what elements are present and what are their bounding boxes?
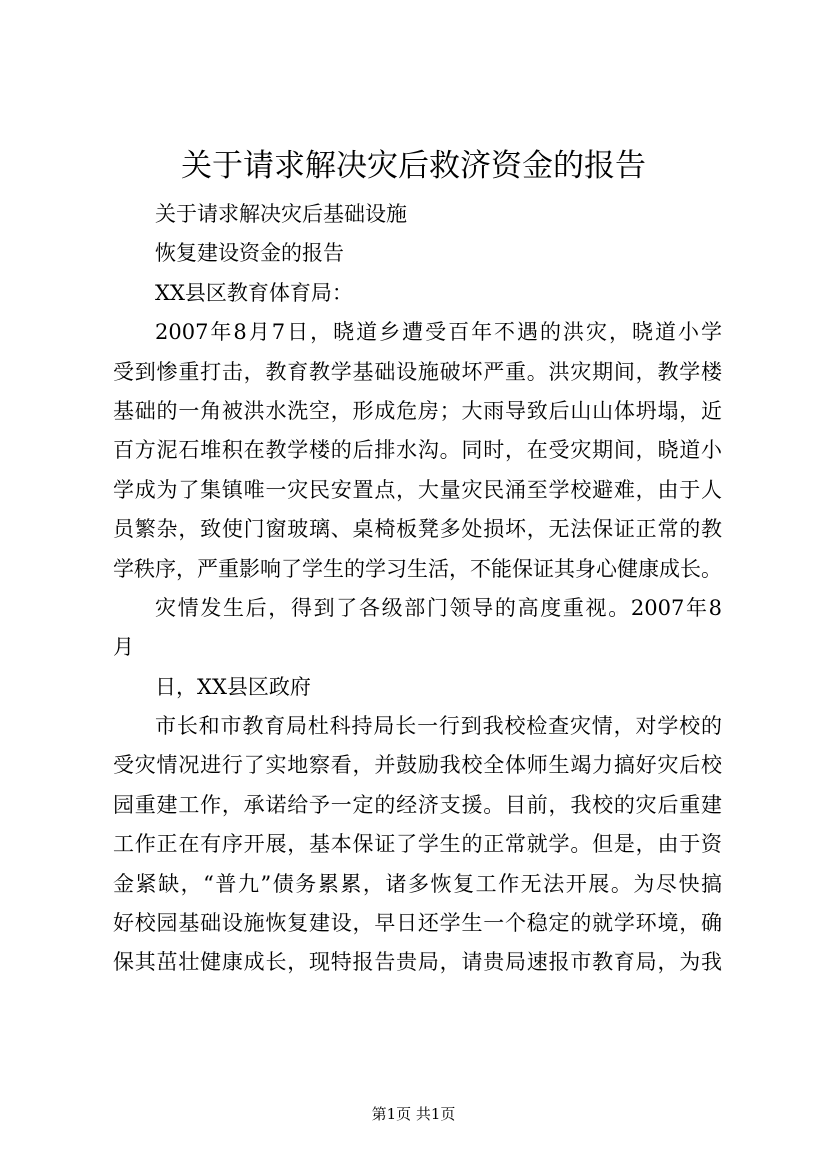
document-body	[113, 195, 722, 983]
paragraph-line: 金紧缺，“普九”债务累累，诸多恢复工作无法开展。为尽快搞	[113, 871, 722, 896]
paragraph-line: 月	[113, 635, 134, 660]
paragraph-line: 受灾情况进行了实地察看，并鼓励我校全体师生竭力搞好灾后校	[113, 753, 722, 778]
paragraph-line: 员繁杂，致使门窗玻璃、桌椅板凳多处损坏，无法保证正常的教	[113, 517, 722, 542]
paragraph-line: 学成为了集镇唯一灾民安置点，大量灾民涌至学校避难，由于人	[113, 477, 722, 502]
subtitle-line-1: 关于请求解决灾后基础设施	[155, 202, 407, 226]
salutation: XX县区教育体育局：	[155, 280, 353, 305]
paragraph-line: 学秩序，严重影响了学生的学习生活，不能保证其身心健康成长。	[113, 556, 722, 581]
paragraph-line: 市长和市教育局杜科持局长一行到我校检查灾情，对学校的	[155, 714, 722, 739]
paragraph-line: 2007年8月7日，晓道乡遭受百年不遇的洪灾，晓道小学	[155, 320, 722, 345]
paragraph-line: 保其茁壮健康成长，现特报告贵局，请贵局速报市教育局，为我	[113, 950, 722, 975]
paragraph-line: 园重建工作，承诺给予一定的经济支援。目前，我校的灾后重建	[113, 792, 722, 817]
page-footer: 第1页 共1页	[371, 1105, 456, 1123]
paragraph-line: 工作正在有序开展，基本保证了学生的正常就学。但是，由于资	[113, 832, 722, 857]
paragraph-line: 受到惨重打击，教育教学基础设施破坏严重。洪灾期间，教学楼	[113, 359, 722, 384]
paragraph-line: 好校园基础设施恢复建设，早日还学生一个稳定的就学环境，确	[113, 911, 722, 936]
paragraph-line: 日，XX县区政府	[155, 674, 311, 699]
subtitle-line-2: 恢复建设资金的报告	[155, 241, 344, 266]
document-title: 关于请求解决灾后救济资金的报告	[181, 148, 646, 184]
paragraph-line: 灾情发生后，得到了各级部门领导的高度重视。2007年8	[155, 595, 722, 620]
paragraph-line: 基础的一角被洪水洗空，形成危房；大雨导致后山山体坍塌，近	[113, 398, 722, 423]
paragraph-line: 百方泥石堆积在教学楼的后排水沟。同时，在受灾期间，晓道小	[113, 438, 722, 463]
